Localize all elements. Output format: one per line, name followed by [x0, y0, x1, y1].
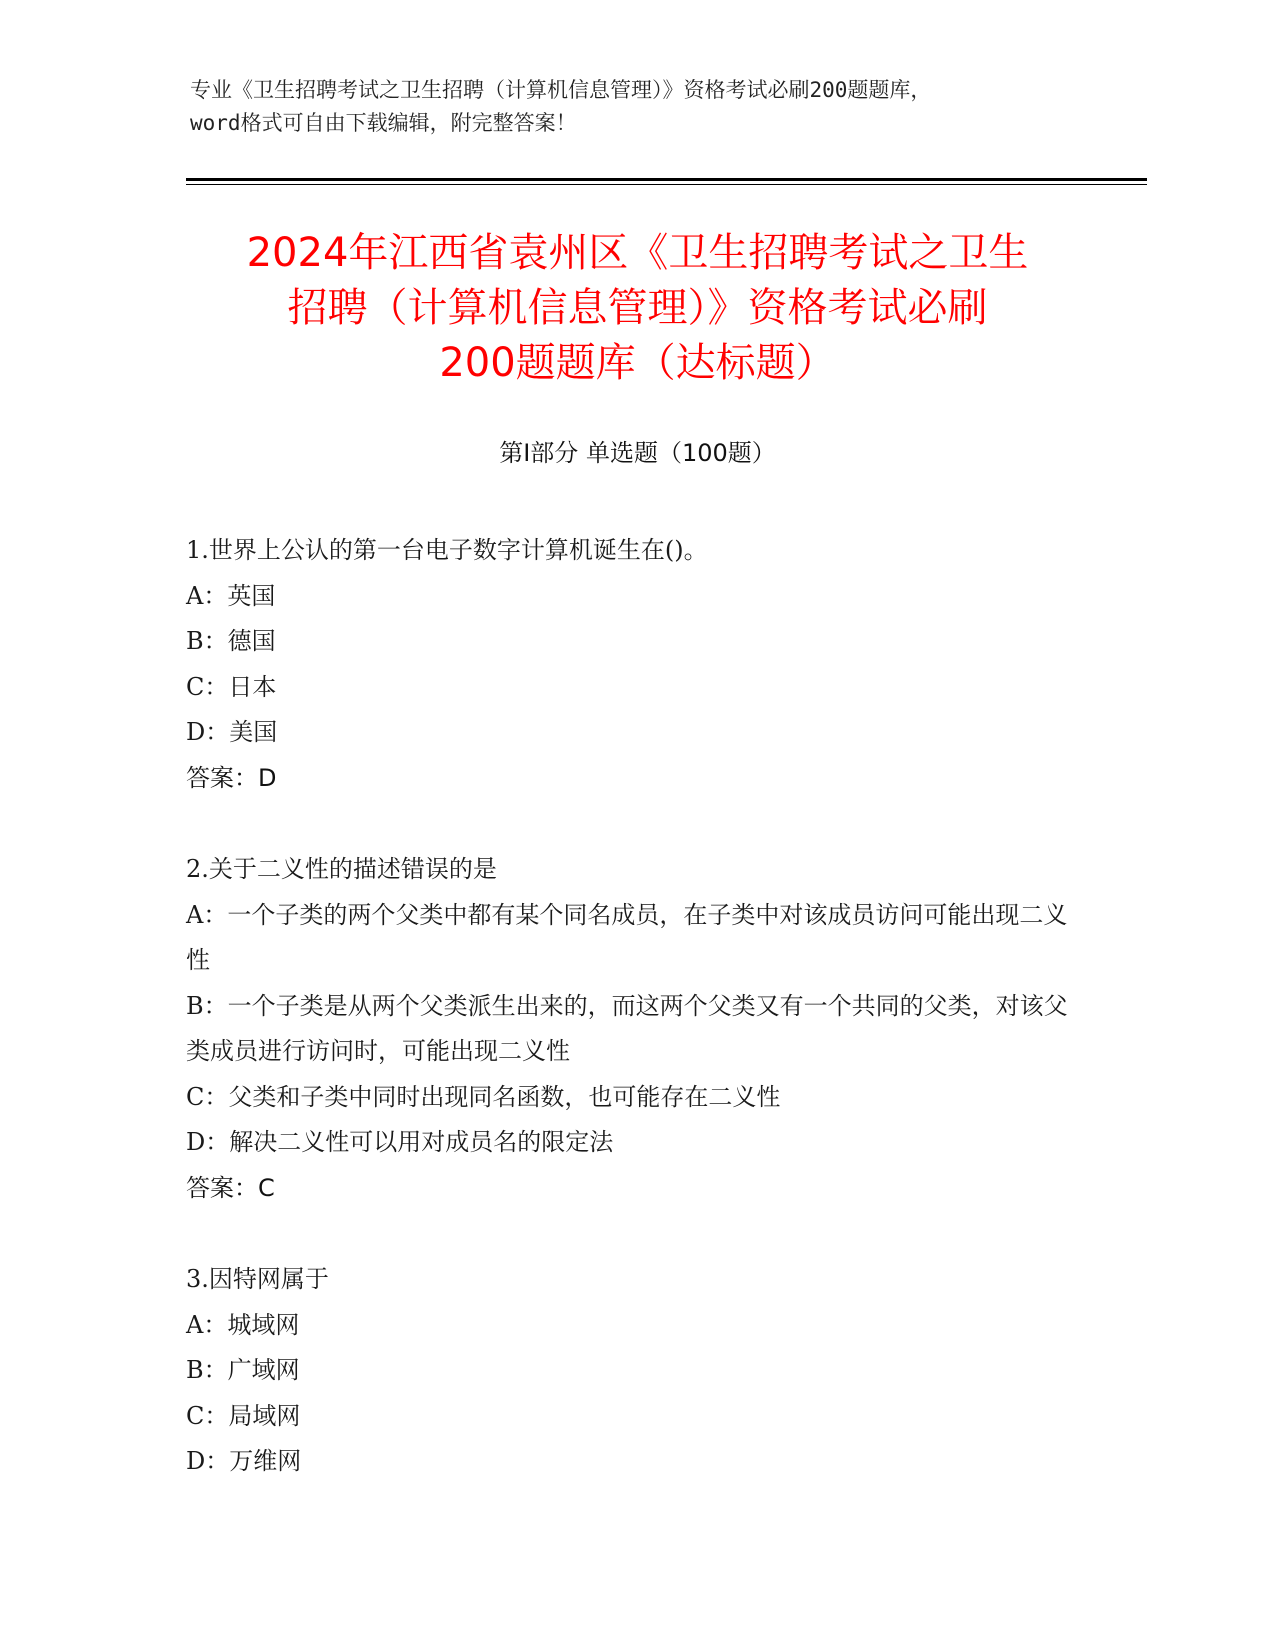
option-b: B：德国 — [186, 627, 276, 655]
question-list — [186, 528, 1086, 1531]
question-stem: 1.世界上公认的第一台电子数字计算机诞生在()。 — [186, 536, 708, 564]
header-note — [190, 74, 1090, 140]
question-2 — [186, 847, 1086, 1211]
question-1 — [186, 528, 1086, 801]
option-b: B：一个子类是从两个父类派生出来的，而这两个父类又有一个共同的父类，对该父类成员进行访问时，可能出现二义性 — [186, 991, 1068, 1065]
option-c: C：父类和子类中同时出现同名函数，也可能存在二义性 — [186, 1082, 781, 1111]
option-d: D：解决二义性可以用对成员名的限定法 — [186, 1128, 614, 1156]
answer-line: 答案：C — [186, 1173, 275, 1202]
answer-line: 答案：D — [186, 763, 277, 792]
option-a: A：英国 — [186, 581, 276, 610]
document-title-line-3: 200题题库（达标题） — [439, 340, 836, 386]
header-note-line-2: word格式可自由下载编辑，附完整答案！ — [190, 111, 577, 135]
option-d: D：万维网 — [186, 1447, 302, 1475]
option-c: C：日本 — [186, 672, 277, 701]
header-divider-thick — [186, 178, 1147, 181]
document-title-line-1: 2024年江西省袁州区《卫生招聘考试之卫生 — [246, 230, 1029, 276]
header-note-line-1: 专业《卫生招聘考试之卫生招聘（计算机信息管理）》资格考试必刷200题题库， — [190, 78, 932, 102]
header-divider-thin — [186, 184, 1147, 185]
question-3 — [186, 1257, 1086, 1485]
question-stem: 2.关于二义性的描述错误的是 — [186, 855, 497, 883]
document-title-line-2: 招聘（计算机信息管理）》资格考试必刷 — [287, 285, 988, 331]
option-a: A：城域网 — [186, 1310, 300, 1339]
option-d: D：美国 — [186, 718, 278, 746]
section-title: 第I部分 单选题（100题） — [499, 439, 776, 467]
document-title — [150, 226, 1125, 391]
option-b: B：广域网 — [186, 1356, 300, 1384]
option-c: C：局域网 — [186, 1401, 301, 1430]
option-a: A：一个子类的两个父类中都有某个同名成员，在子类中对该成员访问可能出现二义性 — [186, 900, 1068, 974]
question-stem: 3.因特网属于 — [186, 1265, 329, 1293]
